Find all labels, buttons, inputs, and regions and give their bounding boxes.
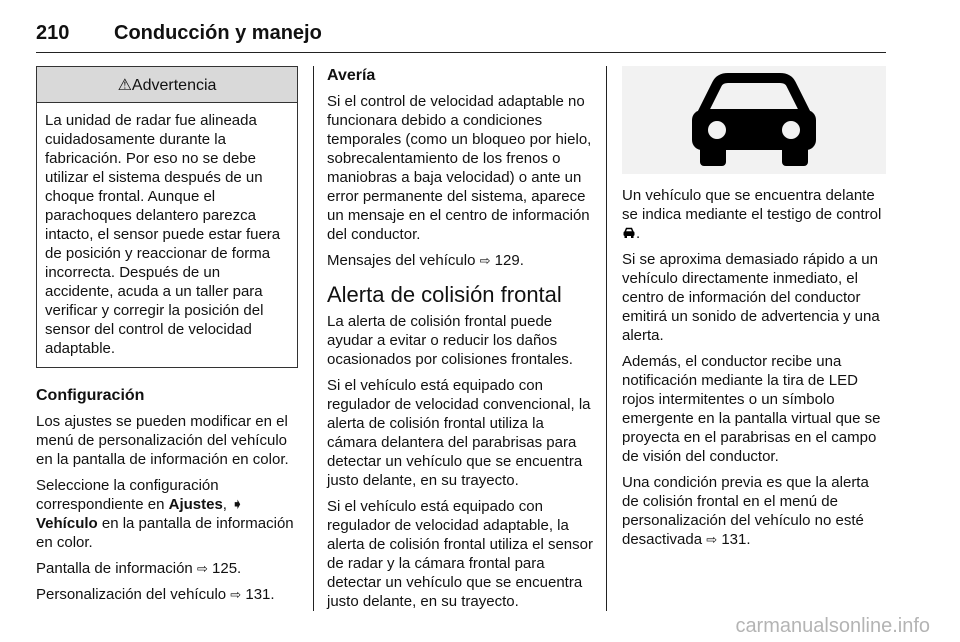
chapter-title: Conducción y manejo [114,22,322,44]
column-divider [606,66,607,611]
column-middle [327,66,593,618]
paragraph: Seleccione la configuración correspondiente en Ajustes, ➧ Vehículo en la pantalla de información en color. [36,477,294,551]
arrow-icon: ➧ [231,496,244,513]
column-left [36,66,298,611]
car-front-icon [622,66,886,174]
paragraph: Si el vehículo está equipado con regulador de velocidad adaptable, la alerta de colisión frontal utiliza el sensor de radar y la cámara frontal para detectar un vehículo que se encuentra justo delante, en su trayecto. [327,498,593,610]
car-control-icon [622,227,636,239]
warning-icon: ⚠ [117,77,132,94]
column-divider [313,66,314,611]
page-ref-icon: ⇨ [479,253,491,268]
warning-title: Advertencia [131,77,217,94]
section-heading-averia: Avería [327,67,376,84]
cross-reference: Personalización del vehículo ⇨ 131. [36,586,275,603]
paragraph: Además, el conductor recibe una notificación mediante la tira de LED rojos intermitentes o un símbolo emergente en la pantalla virtual que se proyecta en el parabrisas en el campo de visión del conductor. [622,353,881,465]
paragraph: Los ajustes se pueden modificar en el menú de personalización del vehículo en la pantalla de información en color. [36,413,289,468]
paragraph: Una condición previa es que la alerta de colisión frontal en el menú de personalización del vehículo no esté desactivada ⇨ 131. [622,474,869,548]
page-number: 210 [36,22,70,44]
warning-box [36,66,298,368]
column-right [622,186,886,556]
page-ref-icon: ⇨ [196,561,208,576]
paragraph: La alerta de colisión frontal puede ayudar a evitar o reducir los daños ocasionados por colisiones frontales. [327,313,573,368]
cross-reference: Mensajes del vehículo ⇨ 129. [327,252,524,269]
vehicle-ahead-figure [622,66,886,174]
warning-header [37,67,297,103]
paragraph: Si el vehículo está equipado con regulador de velocidad convencional, la alerta de colisión frontal utiliza la cámara delantera del parabrisas para detectar un vehículo que se encuentra justo delante, en su trayecto. [327,377,591,489]
page-ref-icon: ⇨ [230,587,242,602]
warning-text: La unidad de radar fue alineada cuidadosamente durante la fabricación. Por eso no se debe utilizar el sistema después de un choque frontal. Aunque el parachoques delantero parezca intacto, el sensor puede estar fuera de posición y reaccionar de forma incorrecta. Después de un accidente, acuda a un taller para verificar y corregir la posición del sensor del control de velocidad adaptable. [45,112,281,357]
paragraph: Si se aproxima demasiado rápido a un vehículo directamente inmediato, el centro de información del conductor emitirá un sonido de advertencia y una alerta. [622,251,880,344]
menu-ajustes: Ajustes [168,496,223,513]
watermark: carmanualsonline.info [735,615,930,637]
paragraph: Un vehículo que se encuentra delante se indica mediante el testigo de control . [622,187,882,242]
section-heading-alerta: Alerta de colisión frontal [327,282,562,307]
paragraph: Si el control de velocidad adaptable no funcionara debido a condiciones temporales (como un bloqueo por hielo, sobrecalentamiento de los frenos o maniobras a baja velocidad) o ante un error permanente del sistema, aparece un mensaje en el centro de información del conductor. [327,93,592,243]
page-header [36,22,886,53]
page-ref-icon: ⇨ [706,532,718,547]
cross-reference: Pantalla de información ⇨ 125. [36,560,242,577]
section-heading-configuracion: Configuración [36,387,145,404]
menu-vehiculo: Vehículo [36,515,98,532]
